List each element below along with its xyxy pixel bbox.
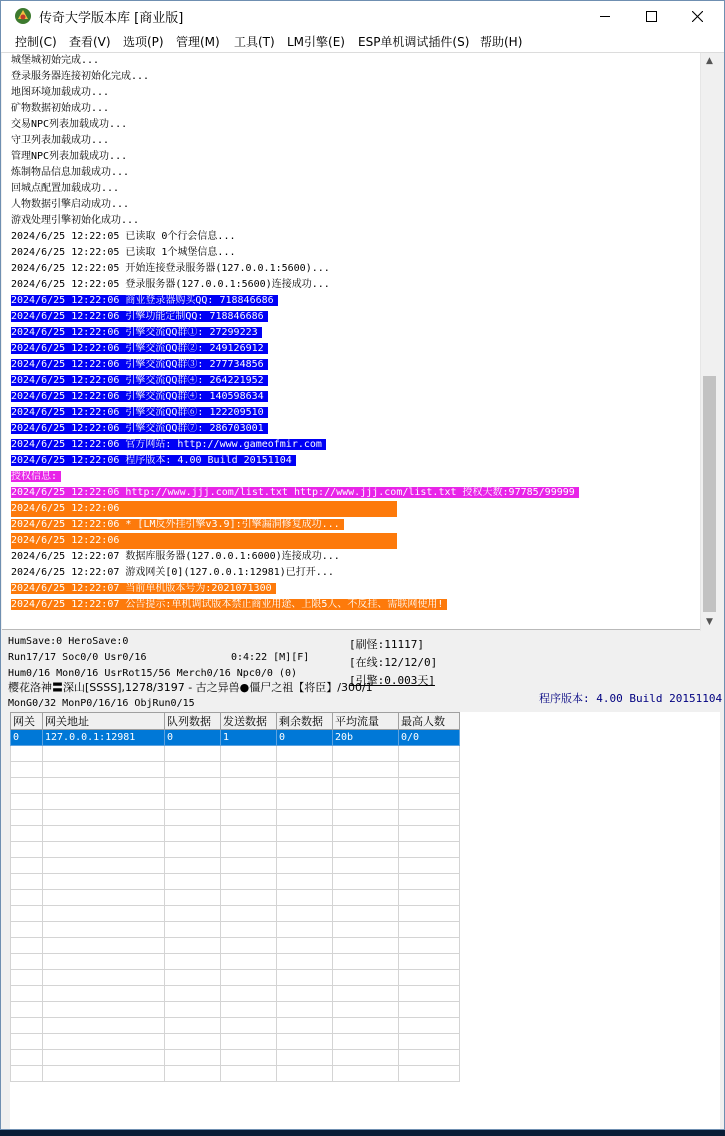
empty-table-row — [11, 954, 460, 970]
empty-cell — [165, 986, 221, 1002]
maximize-icon — [646, 11, 657, 22]
empty-cell — [399, 810, 460, 826]
empty-cell — [221, 874, 277, 890]
log-line — [2, 517, 704, 533]
empty-cell — [11, 890, 43, 906]
empty-cell — [399, 1066, 460, 1082]
log-line-text: 2024/6/25 12:22:06 商业登录器购买QQ: 718846686 — [11, 295, 278, 306]
empty-cell — [399, 954, 460, 970]
table-cell: 0 — [277, 730, 333, 746]
close-icon — [692, 11, 703, 22]
empty-table-row — [11, 890, 460, 906]
column-header[interactable]: 网关 — [11, 713, 43, 730]
empty-cell — [277, 1066, 333, 1082]
empty-cell — [11, 746, 43, 762]
empty-cell — [11, 842, 43, 858]
empty-cell — [11, 986, 43, 1002]
menu-options[interactable]: 选项(P) — [123, 35, 164, 49]
empty-cell — [333, 890, 399, 906]
empty-cell — [165, 794, 221, 810]
empty-cell — [277, 922, 333, 938]
log-line-text: 2024/6/25 12:22:06 http://www.jjj.com/list.txt http://www.jjj.com/list.txt 授权天数:97785/99999 — [11, 487, 579, 498]
log-line — [2, 277, 704, 293]
empty-cell — [43, 794, 165, 810]
empty-table-row — [11, 906, 460, 922]
empty-table-row — [11, 970, 460, 986]
menu-bar — [1, 31, 724, 53]
empty-cell — [333, 986, 399, 1002]
empty-cell — [43, 906, 165, 922]
log-line — [2, 101, 704, 117]
empty-cell — [333, 874, 399, 890]
empty-table-row — [11, 746, 460, 762]
empty-cell — [221, 778, 277, 794]
empty-cell — [333, 762, 399, 778]
empty-cell — [43, 810, 165, 826]
log-line-text: 交易NPC列表加载成功... — [11, 119, 128, 130]
empty-cell — [221, 890, 277, 906]
log-line-text: 守卫列表加载成功... — [11, 135, 110, 146]
empty-cell — [43, 1002, 165, 1018]
log-line-text: 2024/6/25 12:22:06 — [11, 533, 397, 551]
log-line-text: 地图环境加载成功... — [11, 87, 110, 98]
status-version: 程序版本: 4.00 Build 20151104 — [539, 692, 723, 705]
empty-table-row — [11, 794, 460, 810]
empty-cell — [333, 938, 399, 954]
empty-table-row — [11, 986, 460, 1002]
status-engine: [引擎:0.003天] — [349, 674, 435, 687]
log-line — [2, 245, 704, 261]
empty-cell — [11, 1050, 43, 1066]
empty-cell — [11, 1034, 43, 1050]
empty-cell — [277, 1002, 333, 1018]
title-bar[interactable] — [1, 1, 724, 31]
empty-cell — [165, 1002, 221, 1018]
empty-cell — [221, 1050, 277, 1066]
log-line — [2, 181, 704, 197]
empty-cell — [11, 858, 43, 874]
empty-cell — [221, 762, 277, 778]
empty-cell — [221, 842, 277, 858]
empty-cell — [399, 842, 460, 858]
empty-cell — [43, 1034, 165, 1050]
empty-cell — [333, 1066, 399, 1082]
empty-cell — [11, 778, 43, 794]
empty-cell — [399, 922, 460, 938]
empty-cell — [277, 762, 333, 778]
empty-cell — [277, 986, 333, 1002]
table-row[interactable] — [11, 730, 460, 746]
log-line-text: 2024/6/25 12:22:06 引擎交流QQ群②: 249126912 — [11, 343, 268, 354]
empty-cell — [399, 1018, 460, 1034]
empty-cell — [221, 858, 277, 874]
empty-cell — [165, 954, 221, 970]
empty-cell — [11, 970, 43, 986]
empty-table-row — [11, 1066, 460, 1082]
empty-cell — [165, 922, 221, 938]
log-line-text: 2024/6/25 12:22:06 引擎交流QQ群③: 277734856 — [11, 359, 268, 370]
column-header[interactable]: 队列数据 — [165, 713, 221, 730]
empty-cell — [165, 746, 221, 762]
empty-cell — [165, 1050, 221, 1066]
empty-cell — [333, 970, 399, 986]
column-header[interactable]: 剩余数据 — [277, 713, 333, 730]
empty-cell — [399, 1002, 460, 1018]
empty-cell — [221, 1002, 277, 1018]
log-line — [2, 389, 704, 405]
empty-cell — [333, 954, 399, 970]
log-line — [2, 213, 704, 229]
empty-cell — [333, 810, 399, 826]
empty-cell — [43, 842, 165, 858]
empty-cell — [165, 890, 221, 906]
log-line-text: 管理NPC列表加载成功... — [11, 151, 128, 162]
empty-cell — [43, 922, 165, 938]
empty-cell — [399, 858, 460, 874]
table-cell: 1 — [221, 730, 277, 746]
empty-cell — [399, 986, 460, 1002]
log-line — [2, 293, 704, 309]
log-line — [2, 357, 704, 373]
empty-cell — [277, 906, 333, 922]
log-line — [2, 69, 704, 85]
log-line — [2, 597, 704, 613]
log-scrollbar[interactable] — [700, 53, 718, 631]
log-output[interactable] — [2, 53, 704, 630]
log-line-text: 2024/6/25 12:22:06 引擎交流QQ群⑥: 122209510 — [11, 407, 268, 418]
empty-cell — [221, 986, 277, 1002]
empty-table-row — [11, 922, 460, 938]
log-line-text: 城堡城初始完成... — [11, 55, 100, 66]
log-line — [2, 133, 704, 149]
log-line-text: 授权信息: — [11, 471, 61, 482]
log-line-text: 2024/6/25 12:22:05 已读取 1个城堡信息... — [11, 247, 236, 258]
table-cell: 0 — [165, 730, 221, 746]
minimize-icon — [600, 16, 610, 17]
empty-cell — [43, 1018, 165, 1034]
empty-cell — [43, 858, 165, 874]
log-line — [2, 373, 704, 389]
log-line — [2, 261, 704, 277]
empty-cell — [11, 922, 43, 938]
log-line-text: 2024/6/25 12:22:06 引擎交流QQ群①: 27299223 — [11, 327, 262, 338]
empty-cell — [11, 1002, 43, 1018]
scroll-up-icon[interactable]: ▲ — [706, 56, 713, 66]
empty-cell — [221, 938, 277, 954]
log-line — [2, 309, 704, 325]
log-line — [2, 437, 704, 453]
log-line-text: 2024/6/25 12:22:05 登录服务器(127.0.0.1:5600)连接成功... — [11, 279, 330, 290]
empty-cell — [165, 1034, 221, 1050]
empty-cell — [333, 1050, 399, 1066]
empty-cell — [43, 826, 165, 842]
empty-cell — [277, 858, 333, 874]
empty-table-row — [11, 778, 460, 794]
log-line-text: 2024/6/25 12:22:07 当前单机版本号为:2021071300 — [11, 583, 276, 594]
log-line-text: 2024/6/25 12:22:07 游戏网关[0](127.0.0.1:12981)已打开... — [11, 567, 334, 578]
empty-cell — [165, 874, 221, 890]
log-line-text: 2024/6/25 12:22:06 * [LM反外挂引擎v3.9]:引擎漏洞修复成功... — [11, 519, 344, 530]
empty-cell — [43, 746, 165, 762]
empty-cell — [399, 906, 460, 922]
empty-cell — [43, 1050, 165, 1066]
log-line-text: 回城点配置加载成功... — [11, 183, 120, 194]
empty-cell — [165, 970, 221, 986]
empty-cell — [221, 746, 277, 762]
table-cell: 127.0.0.1:12981 — [43, 730, 165, 746]
status-time: 0:4:22 [M][F] — [231, 652, 310, 663]
gateway-grid-area — [10, 712, 720, 1129]
empty-cell — [399, 794, 460, 810]
empty-cell — [399, 1034, 460, 1050]
empty-cell — [11, 906, 43, 922]
empty-cell — [165, 1066, 221, 1082]
empty-cell — [221, 794, 277, 810]
log-line-text: 2024/6/25 12:22:06 程序版本: 4.00 Build 20151104 — [11, 455, 296, 466]
empty-cell — [277, 954, 333, 970]
empty-table-row — [11, 1002, 460, 1018]
empty-cell — [43, 986, 165, 1002]
menu-esp-debug-plugin[interactable]: ESP单机调试插件(S) — [358, 35, 470, 49]
scroll-thumb[interactable] — [703, 376, 716, 612]
empty-cell — [11, 810, 43, 826]
log-line — [2, 197, 704, 213]
log-line-text: 2024/6/25 12:22:07 数据库服务器(127.0.0.1:6000)连接成功... — [11, 551, 340, 562]
empty-cell — [277, 890, 333, 906]
menu-manage[interactable]: 管理(M) — [176, 35, 220, 49]
empty-cell — [399, 970, 460, 986]
gateway-table[interactable] — [10, 712, 460, 1082]
empty-cell — [399, 762, 460, 778]
empty-cell — [333, 1002, 399, 1018]
log-line — [2, 117, 704, 133]
minimize-button[interactable] — [582, 1, 628, 31]
app-logo-icon — [14, 7, 32, 25]
empty-cell — [165, 826, 221, 842]
empty-cell — [277, 938, 333, 954]
empty-cell — [165, 762, 221, 778]
empty-cell — [277, 794, 333, 810]
empty-cell — [221, 1066, 277, 1082]
menu-lm-engine[interactable]: LM引擎(E) — [287, 35, 345, 49]
empty-cell — [43, 762, 165, 778]
empty-cell — [43, 874, 165, 890]
log-line — [2, 341, 704, 357]
empty-cell — [11, 826, 43, 842]
empty-cell — [11, 762, 43, 778]
empty-cell — [277, 778, 333, 794]
empty-cell — [277, 1050, 333, 1066]
window-title: 传奇大学版本库 [商业版] — [39, 11, 184, 26]
empty-cell — [333, 1034, 399, 1050]
empty-cell — [277, 1034, 333, 1050]
empty-cell — [43, 938, 165, 954]
empty-table-row — [11, 858, 460, 874]
empty-cell — [277, 1018, 333, 1034]
empty-cell — [165, 1018, 221, 1034]
empty-cell — [277, 746, 333, 762]
empty-cell — [221, 906, 277, 922]
empty-cell — [221, 826, 277, 842]
empty-cell — [43, 954, 165, 970]
empty-cell — [333, 906, 399, 922]
log-line — [2, 149, 704, 165]
log-line-text: 矿物数据初始成功... — [11, 103, 110, 114]
empty-cell — [399, 826, 460, 842]
empty-cell — [165, 906, 221, 922]
empty-cell — [277, 810, 333, 826]
log-line-text: 2024/6/25 12:22:07 公告提示:单机调试版本禁止商业用途、上限5人、不反挂、需联网使用! — [11, 599, 447, 610]
empty-cell — [221, 810, 277, 826]
status-refresh: [刷怪:11117] — [349, 638, 424, 651]
scroll-down-icon[interactable]: ▼ — [706, 617, 713, 627]
empty-cell — [11, 1066, 43, 1082]
log-line-text: 2024/6/25 12:22:06 引擎交流QQ群④: 264221952 — [11, 375, 268, 386]
column-header[interactable]: 发送数据 — [221, 713, 277, 730]
table-cell: 0 — [11, 730, 43, 746]
log-line — [2, 453, 704, 469]
empty-cell — [277, 970, 333, 986]
status-map-info: 樱花洛神〓深山[SSSS],1278/3197 - 古之异兽●僵尸之祖【将臣】/300/1 — [8, 681, 373, 694]
empty-cell — [333, 826, 399, 842]
log-line-text: 游戏处理引擎初始化成功... — [11, 215, 140, 226]
log-line — [2, 53, 704, 69]
log-line-text: 登录服务器连接初始化完成... — [11, 71, 150, 82]
empty-cell — [11, 874, 43, 890]
empty-cell — [333, 842, 399, 858]
empty-cell — [11, 794, 43, 810]
empty-cell — [277, 826, 333, 842]
menu-view[interactable]: 查看(V) — [69, 35, 111, 49]
log-line-text: 2024/6/25 12:22:06 引擎交流QQ群④: 140598634 — [11, 391, 268, 402]
empty-cell — [43, 970, 165, 986]
log-line-text: 2024/6/25 12:22:06 引擎交流QQ群⑦: 286703001 — [11, 423, 268, 434]
log-line-text: 2024/6/25 12:22:06 — [11, 501, 397, 519]
empty-cell — [333, 858, 399, 874]
menu-tools[interactable]: 工具(T) — [234, 35, 275, 49]
log-line — [2, 421, 704, 437]
log-line — [2, 565, 704, 581]
empty-cell — [333, 922, 399, 938]
empty-cell — [277, 842, 333, 858]
table-header-row — [11, 713, 460, 730]
table-cell: 20b — [333, 730, 399, 746]
empty-cell — [43, 778, 165, 794]
empty-cell — [165, 842, 221, 858]
empty-cell — [399, 874, 460, 890]
status-online: [在线:12/12/0] — [349, 656, 438, 669]
empty-table-row — [11, 938, 460, 954]
empty-cell — [11, 954, 43, 970]
table-cell: 0/0 — [399, 730, 460, 746]
log-line — [2, 325, 704, 341]
status-panel — [1, 632, 724, 710]
empty-cell — [399, 938, 460, 954]
empty-cell — [221, 922, 277, 938]
empty-cell — [277, 874, 333, 890]
status-hum: Hum0/16 Mon0/16 UsrRot15/56 Merch0/16 Npc0/0 (0) — [8, 668, 297, 679]
log-line — [2, 229, 704, 245]
log-line-text: 炼制物品信息加载成功... — [11, 167, 130, 178]
maximize-button[interactable] — [628, 1, 674, 31]
empty-cell — [333, 746, 399, 762]
empty-cell — [399, 1050, 460, 1066]
empty-table-row — [11, 874, 460, 890]
empty-cell — [221, 970, 277, 986]
log-line-text: 2024/6/25 12:22:05 已读取 0个行会信息... — [11, 231, 236, 242]
status-run: Run17/17 Soc0/0 Usr0/16 — [8, 652, 147, 663]
empty-cell — [43, 890, 165, 906]
log-line-text: 2024/6/25 12:22:06 官方网站: http://www.gameofmir.com — [11, 439, 326, 450]
log-line — [2, 165, 704, 181]
empty-cell — [11, 938, 43, 954]
log-line-text: 2024/6/25 12:22:05 开始连接登录服务器(127.0.0.1:5600)... — [11, 263, 330, 274]
menu-control[interactable]: 控制(C) — [15, 35, 57, 49]
log-line — [2, 485, 704, 501]
empty-cell — [165, 938, 221, 954]
empty-cell — [399, 746, 460, 762]
empty-table-row — [11, 1034, 460, 1050]
empty-table-row — [11, 1050, 460, 1066]
empty-table-row — [11, 762, 460, 778]
empty-cell — [221, 1034, 277, 1050]
empty-cell — [221, 954, 277, 970]
empty-table-row — [11, 810, 460, 826]
empty-cell — [333, 1018, 399, 1034]
empty-table-row — [11, 826, 460, 842]
log-line — [2, 501, 704, 517]
log-line — [2, 549, 704, 565]
log-line — [2, 533, 704, 549]
status-mon: MonG0/32 MonP0/16/16 ObjRun0/15 — [8, 698, 195, 709]
empty-cell — [165, 778, 221, 794]
empty-table-row — [11, 842, 460, 858]
status-save: HumSave:0 HeroSave:0 — [8, 636, 129, 647]
empty-cell — [333, 778, 399, 794]
log-line-text: 人物数据引擎启动成功... — [11, 199, 130, 210]
log-line — [2, 405, 704, 421]
empty-cell — [399, 890, 460, 906]
column-header[interactable]: 最高人数 — [399, 713, 460, 730]
log-line-text: 2024/6/25 12:22:06 引擎功能定制QQ: 718846686 — [11, 311, 268, 322]
empty-cell — [165, 810, 221, 826]
log-line — [2, 581, 704, 597]
empty-cell — [165, 858, 221, 874]
empty-table-row — [11, 1018, 460, 1034]
empty-cell — [333, 794, 399, 810]
empty-cell — [43, 1066, 165, 1082]
column-header[interactable]: 网关地址 — [43, 713, 165, 730]
column-header[interactable]: 平均流量 — [333, 713, 399, 730]
empty-cell — [221, 1018, 277, 1034]
log-line — [2, 469, 704, 485]
close-button[interactable] — [674, 1, 720, 31]
menu-help[interactable]: 帮助(H) — [480, 35, 523, 49]
log-line — [2, 85, 704, 101]
empty-cell — [399, 778, 460, 794]
empty-cell — [11, 1018, 43, 1034]
